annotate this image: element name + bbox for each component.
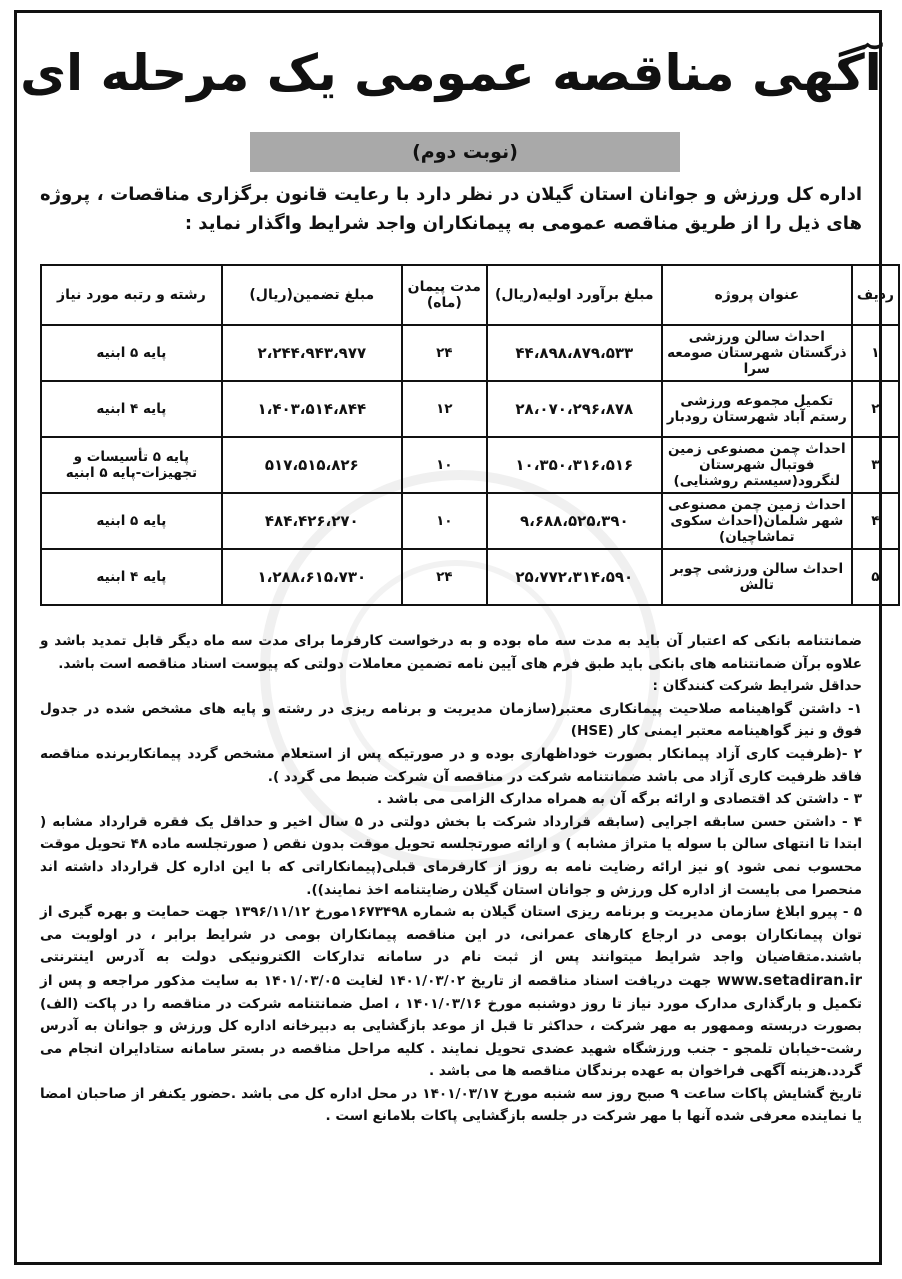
conditions-text xyxy=(40,630,862,1128)
header-estimate: مبلغ برآورد اولیه(ریال) xyxy=(487,265,662,325)
cell-guarantee: ۴۸۴،۴۲۶،۲۷۰ xyxy=(222,493,402,549)
cell-row-number: ۵ xyxy=(852,549,899,605)
condition-1: ۱- داشتن گواهینامه صلاحیت پیمانکاری معتبر(سازمان مدیریت و برنامه ریزی در رشته و پایه های مشخص شده در جدول فوق و نیز گواهینامه معتبر ایمنی کار (HSE) xyxy=(40,700,862,740)
cell-row-number: ۱ xyxy=(852,325,899,381)
cell-project-title: احداث سالن ورزشی ذرگستان شهرستان صومعه سرا xyxy=(662,325,852,381)
cell-duration: ۲۴ xyxy=(402,549,487,605)
cell-duration: ۱۲ xyxy=(402,381,487,437)
cell-guarantee: ۲،۲۴۴،۹۴۳،۹۷۷ xyxy=(222,325,402,381)
cell-project-title: احداث سالن ورزشی چوبر تالش xyxy=(662,549,852,605)
table-row xyxy=(41,549,899,605)
condition-4: ۴ - داشتن حسن سابقه اجرایی (سابقه قرارداد شرکت با بخش دولتی در ۵ سال اخیر و حداقل یک فقره قرارداد مشابه ( ابتدا تا انتهای سالن با سوله یا متراژ مشابه ) و ارائه صورتجلسه تحویل موقت بدون نقص ( صورتجلسه ماده ۴۸ تحویل موقت محسوب نمی شود )و نیز ارائه رضایت نامه به روز از کارفرمای قبلی(پیمانکاراتی که با این اداره کل قرارداد داشته اند منحصرا می بایست از اداره کل ورزش و جوانان استان گیلان رضایتنامه اخذ نمایند)). xyxy=(40,813,863,898)
table-row xyxy=(41,381,899,437)
cell-duration: ۱۰ xyxy=(402,493,487,549)
cell-grade: پایه ۴ ابنیه xyxy=(41,549,222,605)
table-row xyxy=(41,325,899,381)
opening-paragraph: تاریخ گشایش پاکات ساعت ۹ صبح روز سه شنبه مورخ ۱۴۰۱/۰۳/۱۷ در محل اداره کل می باشد .حضور یکنفر از صاحبان امضا یا نماینده معرفی شده آنها با مهر شرکت در جلسه بازگشایی پاکات بلامانع است . xyxy=(40,1085,862,1125)
notice-title: آگهی مناقصه عمومی یک مرحله ای xyxy=(20,44,882,102)
condition-5-part-a: ۵ - پیرو ابلاغ سازمان مدیریت و برنامه ریزی استان گیلان به شماره ۱۶۷۳۴۹۸مورخ ۱۳۹۶/۱۱/۱۲ جهت حمایت و بهره گیری از توان پیمانکاران بومی در ارجاع کارهای عمرانی، در این مناقصه پیمانکاران بومی در شرایط برابر ، در اولویت می باشند.متقاضیان واجد شرایط میتوانند پس از ثبت نام در سامانه تدارکات الکترونیکی دولت به آدرس اینترنتی xyxy=(40,904,862,966)
cell-guarantee: ۱،۲۸۸،۶۱۵،۷۳۰ xyxy=(222,549,402,605)
header-duration: مدت پیمان (ماه) xyxy=(402,265,487,325)
condition-5-part-b: جهت دریافت اسناد مناقصه از تاریخ ۱۴۰۱/۰۳/۰۲ لغایت ۱۴۰۱/۰۳/۰۵ به سایت مذکور مراجعه و پس از تکمیل و بارگذاری مدارک مورد نیاز تا روز دوشنبه مورخ ۱۴۰۱/۰۳/۱۶ ، اصل ضمانتنامه شرکت در مناقصه را در پاکت (الف) بصورت دربسته وممهور به مهر شرکت ، حداکثر تا قبل از موعد بازگشایی به دبیرخانه اداره کل ورزش و جوانان به آدرس رشت-خیابان تلمجو - جنب ورزشگاه شهید عضدی تحویل نمایند . کلیه مراحل مناقصه در بستر سامانه ستادایران انجام می گردد.هزینه آگهی فراخوان به عهده برندگان مناقصه ها می باشد . xyxy=(40,972,862,1080)
header-row-number: ردیف xyxy=(852,265,899,325)
cell-project-title: احداث چمن مصنوعی زمین فوتبال شهرستان لنگرود(سیستم روشنایی) xyxy=(662,437,852,493)
cell-estimate: ۴۴،۸۹۸،۸۷۹،۵۳۳ xyxy=(487,325,662,381)
guarantee-paragraph: ضمانتنامه بانکی که اعتبار آن باید به مدت سه ماه بوده و به درخواست کارفرما برای مدت سه ماه دیگر قابل تمدید باشد و علاوه برآن ضمانتنامه های بانکی باید طبق فرم های آیین نامه تضمین معاملات دولتی که پیوست اسناد مناقصه است باشد. xyxy=(40,633,862,672)
cell-estimate: ۲۸،۰۷۰،۲۹۶،۸۷۸ xyxy=(487,381,662,437)
header-project-title: عنوان پروژه xyxy=(662,265,852,325)
cell-duration: ۲۴ xyxy=(402,325,487,381)
cell-estimate: ۲۵،۷۷۲،۳۱۴،۵۹۰ xyxy=(487,549,662,605)
cell-duration: ۱۰ xyxy=(402,437,487,493)
condition-5 xyxy=(40,901,862,1083)
round-banner: (نوبت دوم) xyxy=(250,132,680,172)
cell-estimate: ۱۰،۳۵۰،۳۱۶،۵۱۶ xyxy=(487,437,662,493)
cell-project-title: احداث زمین چمن مصنوعی شهر شلمان(احداث سکوی تماشاچیان) xyxy=(662,493,852,549)
projects-table xyxy=(40,264,900,606)
minimum-conditions-heading: حداقل شرایط شرکت کنندگان : xyxy=(652,678,862,695)
cell-grade: پایه ۵ تأسیسات و تجهیزات-پایه ۵ ابنیه xyxy=(41,437,222,493)
cell-guarantee: ۵۱۷،۵۱۵،۸۲۶ xyxy=(222,437,402,493)
condition-3: ۳ - داشتن کد اقتصادی و ارائه برگه آن به همراه مدارک الزامی می باشد . xyxy=(377,791,862,808)
cell-row-number: ۲ xyxy=(852,381,899,437)
cell-guarantee: ۱،۴۰۳،۵۱۴،۸۴۴ xyxy=(222,381,402,437)
setadiran-link[interactable]: www.setadiran.ir xyxy=(716,970,862,989)
table-row xyxy=(41,493,899,549)
condition-2: ۲ -(ظرفیت کاری آزاد پیمانکار بصورت خوداظهاری بوده و در صورتیکه پس از استعلام مشخص گردد پیمانکاربرنده مناقصه فاقد ظرفیت کاری آزاد می باشد ضمانتنامه شرکت در مناقصه آن شرکت ضبط می گردد ). xyxy=(40,745,862,785)
cell-row-number: ۳ xyxy=(852,437,899,493)
header-guarantee: مبلغ تضمین(ریال) xyxy=(222,265,402,325)
table-header-row xyxy=(41,265,899,325)
table-row xyxy=(41,437,899,493)
header-grade: رشته و رتبه مورد نیاز xyxy=(41,265,222,325)
cell-project-title: تکمیل مجموعه ورزشی رستم آباد شهرستان رودبار xyxy=(662,381,852,437)
cell-grade: پایه ۴ ابنیه xyxy=(41,381,222,437)
intro-paragraph: اداره کل ورزش و جوانان استان گیلان در نظر دارد با رعایت قانون برگزاری مناقصات ، پروژه های ذیل را از طریق مناقصه عمومی به پیمانکاران واجد شرایط واگذار نماید : xyxy=(40,184,862,234)
cell-grade: پایه ۵ ابنیه xyxy=(41,493,222,549)
cell-grade: پایه ۵ ابنیه xyxy=(41,325,222,381)
cell-row-number: ۴ xyxy=(852,493,899,549)
cell-estimate: ۹،۶۸۸،۵۲۵،۳۹۰ xyxy=(487,493,662,549)
